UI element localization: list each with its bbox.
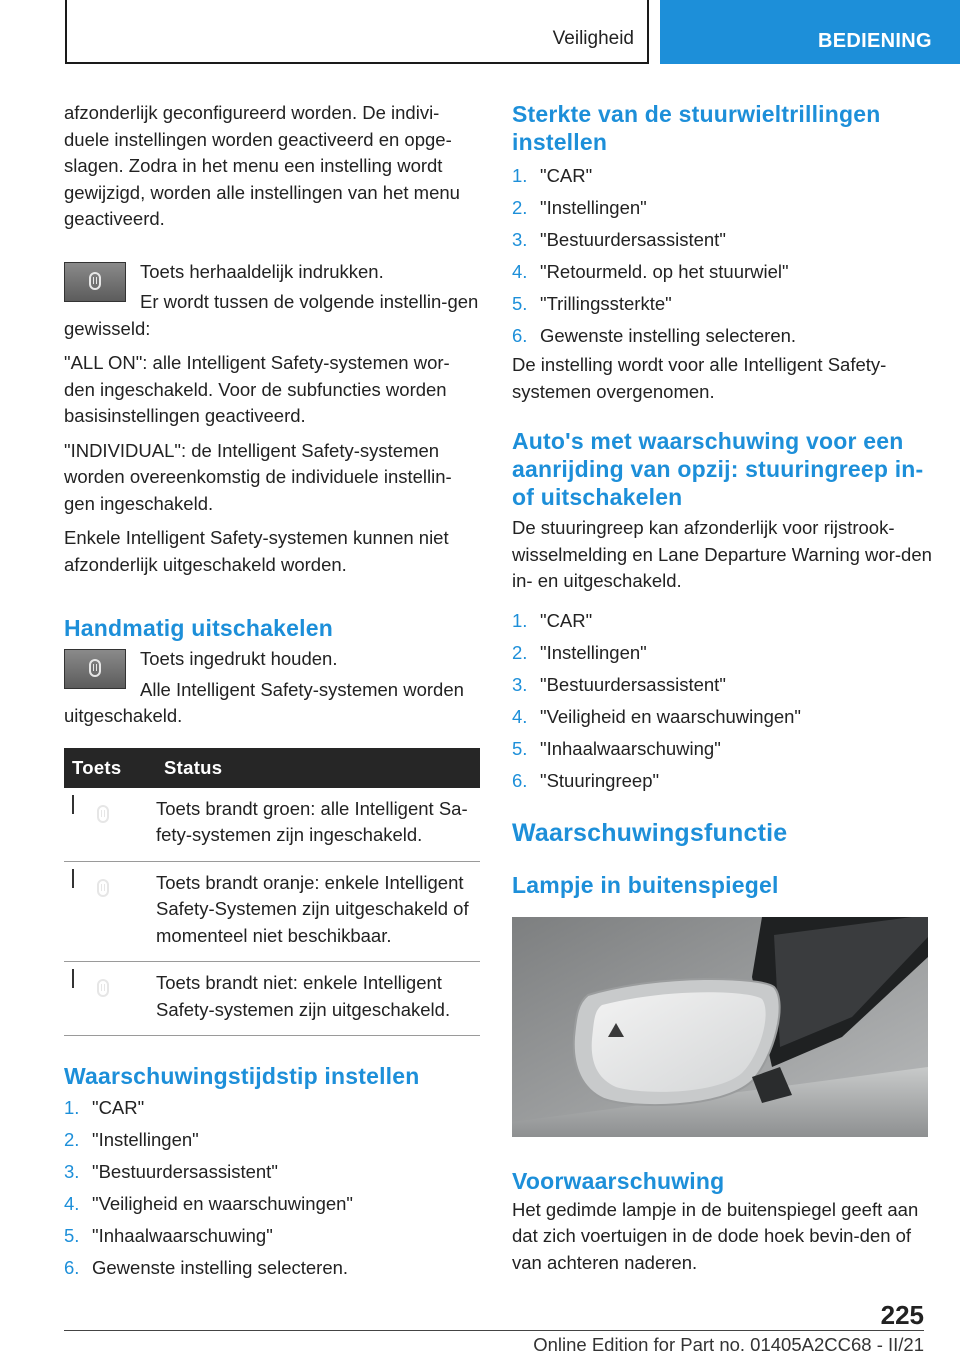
all-on-paragraph: "ALL ON": alle Intelligent Safety-systemen wor-den ingeschakeld. Voor de subfuncties worden basisinstellingen geactiveerd. — [64, 352, 450, 426]
list-item: 6. "Stuuringreep" — [512, 769, 660, 791]
chapter-tab: BEDIENING — [660, 0, 960, 64]
list-item: 5. "Inhaalwaarschuwing" — [64, 1225, 273, 1246]
safety-button-icon — [64, 649, 126, 689]
footer-divider — [64, 1330, 924, 1331]
prewarning-heading: Voorwaarschuwing — [512, 1167, 725, 1194]
list-item: 2. "Instellingen" — [512, 641, 647, 663]
right-column — [512, 100, 932, 1276]
list-item: 4. "Veiligheid en waarschuwingen" — [512, 705, 801, 727]
left-column — [64, 100, 480, 1284]
vibration-heading: Sterkte van de stuurwieltrillingen instellen — [512, 101, 881, 155]
manual-instruction: Toets ingedrukt houden. — [140, 648, 338, 669]
warning-function-heading: Waarschuwingsfunctie — [512, 818, 788, 847]
timing-steps — [64, 1092, 480, 1284]
list-item: 3. "Bestuurdersassistent" — [512, 229, 726, 250]
steering-text: De stuuringreep kan afzonderlijk voor rijstrook-wisselmelding en Lane Departure Warning wor-den in- en uitgeschakeld. — [512, 517, 932, 591]
list-item: 4. "Retourmeld. op het stuurwiel" — [512, 261, 789, 282]
steering-steps — [512, 605, 932, 797]
table-row — [64, 861, 480, 962]
side-mirror-image — [512, 917, 928, 1137]
table-header-key: Toets — [64, 748, 156, 788]
list-item: 5. "Trillingssterkte" — [512, 293, 672, 314]
safety-button-green-icon — [72, 795, 74, 814]
status-cell: Toets brandt niet: enkele Intelligent Safety-systemen zijn uitgeschakeld. — [156, 962, 480, 1036]
safety-button-off-icon — [72, 969, 74, 988]
manual-key-block — [64, 646, 480, 730]
list-item: 6. Gewenste instelling selecteren. — [512, 325, 797, 346]
list-item: 6. Gewenste instelling selecteren. — [64, 1257, 349, 1278]
status-cell: Toets brandt oranje: enkele Intelligent Safety-Systemen zijn uitgeschakeld of momenteel niet beschikbaar. — [156, 861, 480, 962]
list-item: 3. "Bestuurdersassistent" — [64, 1161, 278, 1182]
prewarning-text: Het gedimde lampje in de buitenspiegel geeft aan dat zich voertuigen in de dode hoek bevin-den of van achteren naderen. — [512, 1198, 919, 1273]
key-press-block — [64, 259, 480, 343]
manual-off-heading: Handmatig uitschakelen — [64, 615, 333, 641]
table-row — [64, 788, 480, 862]
page-number: 225 — [880, 1300, 924, 1330]
list-item: 2. "Instellingen" — [64, 1129, 199, 1150]
key-press-result: Er wordt tussen de volgende instellin-gen gewisseld: — [64, 291, 479, 339]
safety-button-orange-icon — [72, 869, 74, 888]
intro-paragraph: afzonderlijk geconfigureerd worden. De indivi-duele instellingen worden geactiveerd en opge-slagen. Zodra in het menu een instelling wordt gewijzigd, worden alle instellingen van het menu geactiveerd. — [64, 102, 460, 229]
list-item: 4. "Veiligheid en waarschuwingen" — [64, 1193, 353, 1214]
steering-heading: Auto's met waarschuwing voor een aanrijding van opzij: stuuringreep in- of uitschakelen — [512, 428, 924, 510]
list-item: 3. "Bestuurdersassistent" — [512, 673, 726, 695]
list-item: 1. "CAR" — [512, 165, 593, 186]
section-title: Veiligheid — [552, 28, 634, 49]
list-item: 1. "CAR" — [64, 1097, 145, 1118]
list-item: 5. "Inhaalwaarschuwing" — [512, 737, 721, 759]
vibration-steps — [512, 160, 932, 352]
status-cell: Toets brandt groen: alle Intelligent Sa-fety-systemen zijn ingeschakeld. — [156, 788, 480, 862]
table-row — [64, 962, 480, 1036]
timing-heading: Waarschuwingstijdstip instellen — [64, 1063, 420, 1089]
individual-paragraph: "INDIVIDUAL": de Intelligent Safety-systemen worden overeenkomstig de individuele instellin-gen ingeschakeld. — [64, 439, 452, 514]
table-header-status: Status — [156, 748, 480, 788]
status-table — [64, 748, 480, 1037]
mirror-lamp-heading: Lampje in buitenspiegel — [512, 871, 779, 898]
edition-footer: Online Edition for Part no. 01405A2CC68 - II/21 — [533, 1334, 924, 1355]
list-item: 2. "Instellingen" — [512, 197, 647, 218]
some-off-paragraph: Enkele Intelligent Safety-systemen kunnen niet afzonderlijk uitgeschakeld worden. — [64, 527, 449, 575]
key-press-instruction: Toets herhaaldelijk indrukken. — [140, 260, 384, 282]
safety-button-icon — [64, 262, 126, 302]
vibration-note: De instelling wordt voor alle Intelligent Safety-systemen overgenomen. — [512, 354, 887, 402]
list-item: 1. "CAR" — [512, 609, 593, 631]
manual-result: Alle Intelligent Safety-systemen worden uitgeschakeld. — [64, 678, 464, 726]
